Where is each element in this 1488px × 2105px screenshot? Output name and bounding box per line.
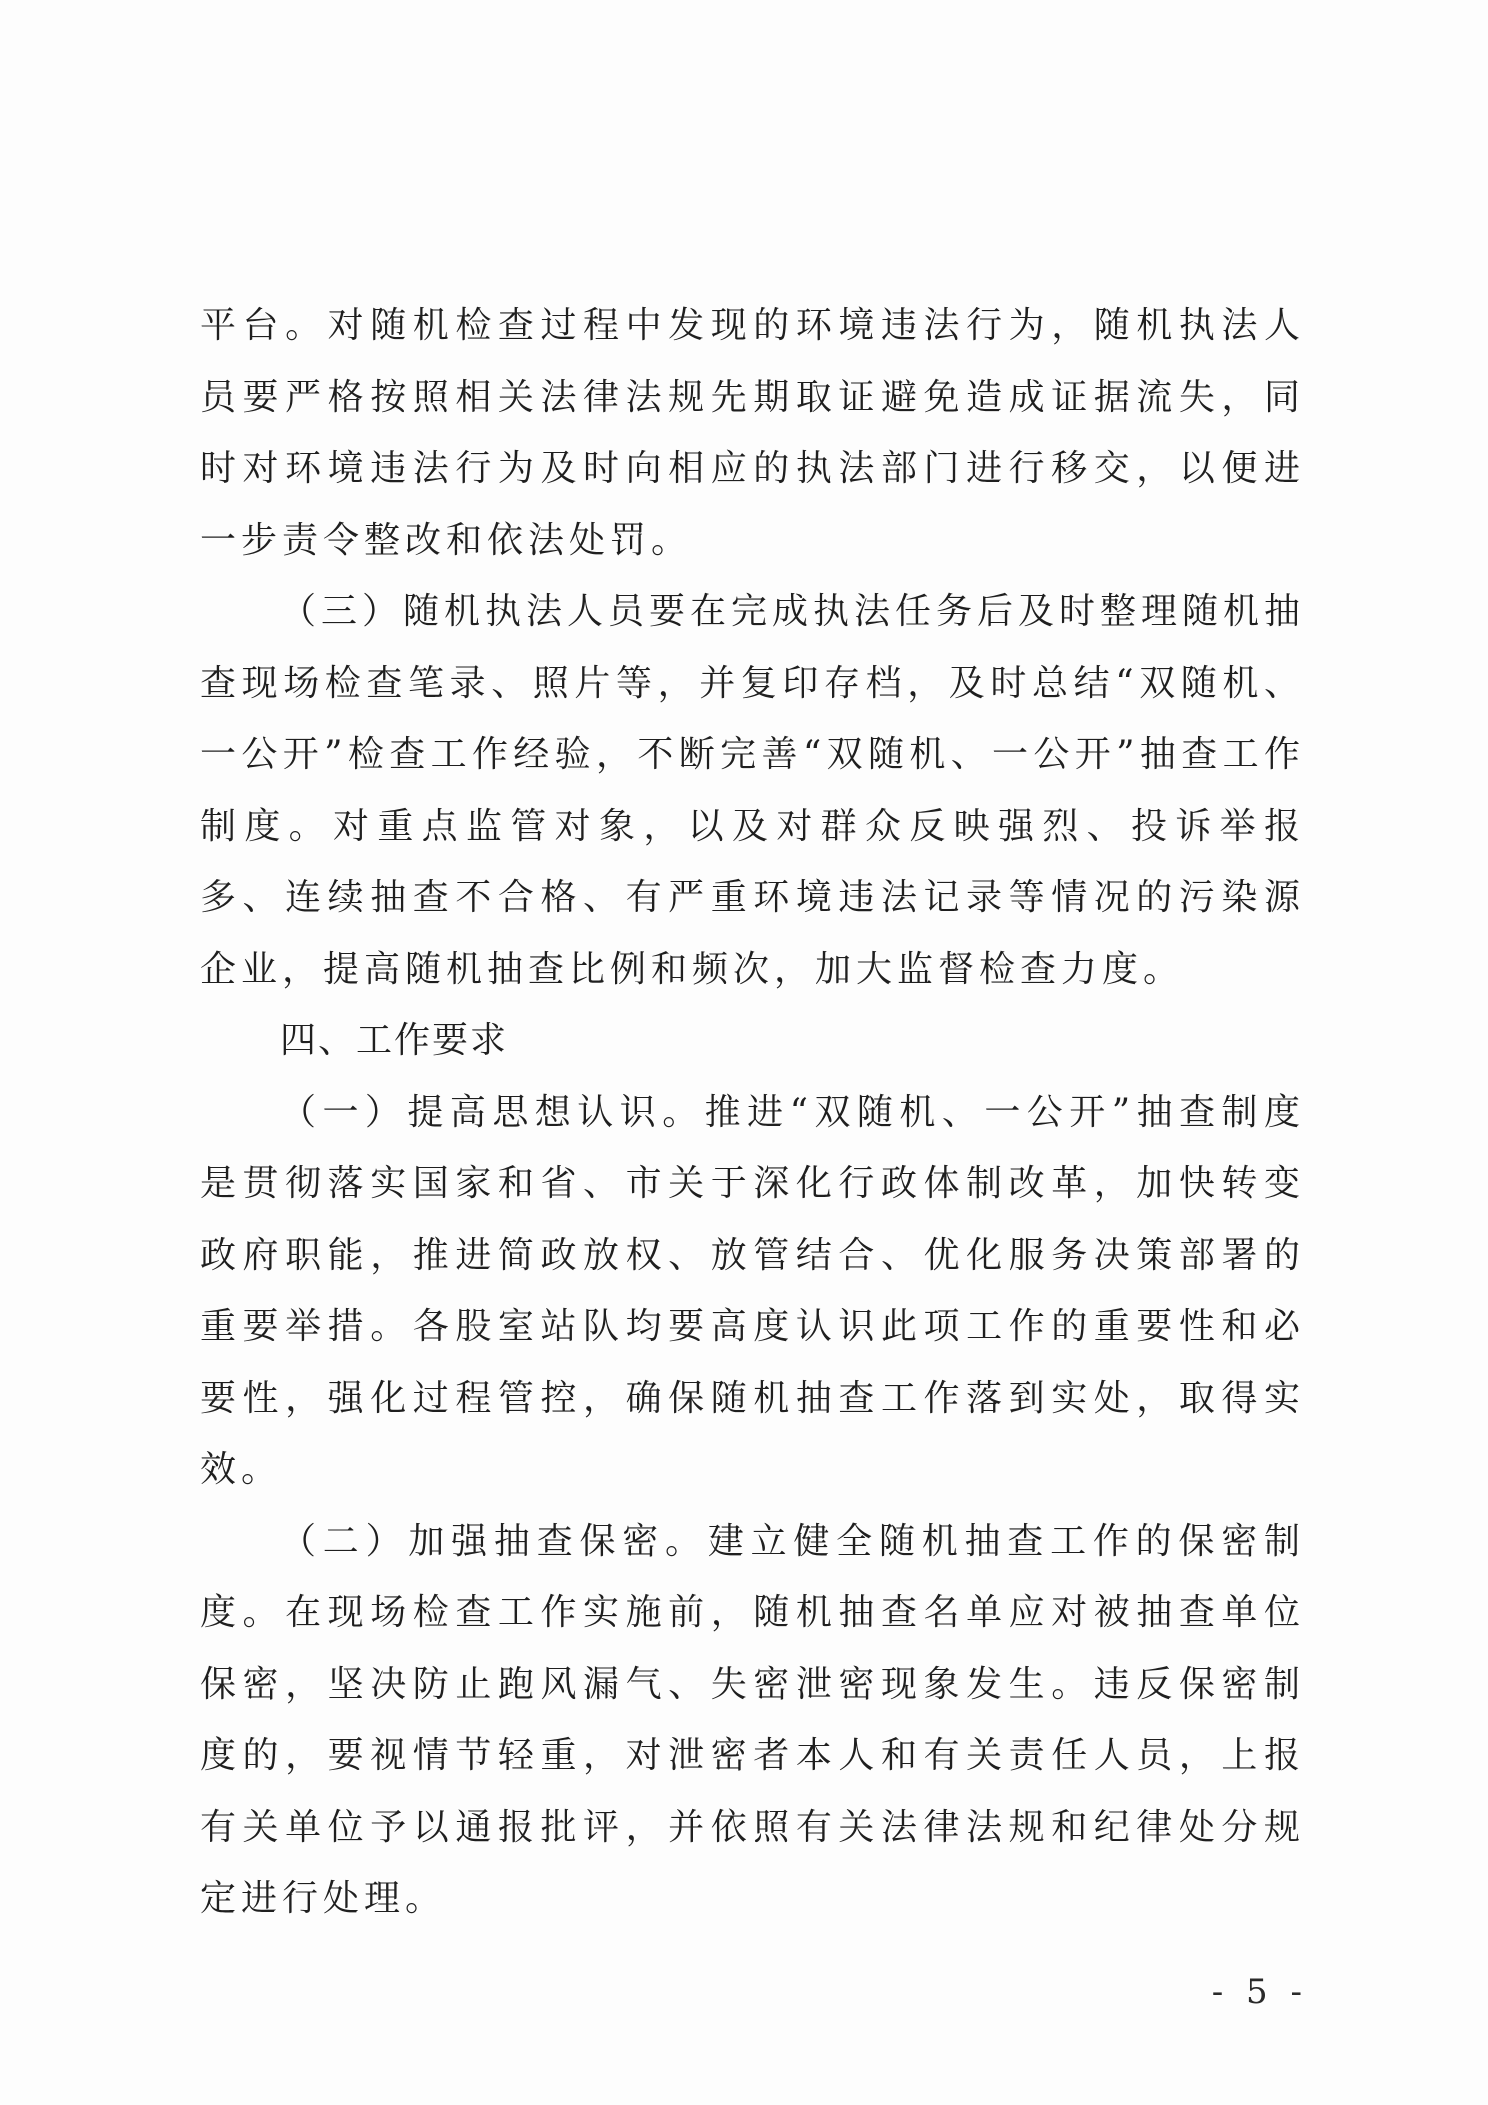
document-body xyxy=(200,290,1305,1935)
section-heading: 四、工作要求 xyxy=(280,1020,509,1061)
paragraph-requirement-1: （一）提高思想认识。推进“双随机、一公开”抽查制度是贯彻落实国家和省、市关于深化行政体制改革，加快转变政府职能，推进简政放权、放管结合、优化服务决策部署的重要举措。各股室站队均要高度认识此项工作的重要性和必要性，强化过程管控，确保随机抽查工作落到实处，取得实效。 xyxy=(200,1091,1305,1490)
paragraph-item-3: （三）随机执法人员要在完成执法任务后及时整理随机抽查现场检查笔录、照片等，并复印存档，及时总结“双随机、一公开”检查工作经验，不断完善“双随机、一公开”抽查工作制度。对重点监管对象，以及对群众反映强烈、投诉举报多、连续抽查不合格、有严重环境违法记录等情况的污染源企业，提高随机抽查比例和频次，加大监督检查力度。 xyxy=(200,591,1306,990)
paragraph-continuation: 平台。对随机检查过程中发现的环境违法行为，随机执法人员要严格按照相关法律法规先期取证避免造成证据流失，同时对环境违法行为及时向相应的执法部门进行移交，以便进一步责令整改和依法处罚。 xyxy=(200,305,1305,561)
page-number: - 5 - xyxy=(1211,1972,1308,2012)
paragraph-requirement-2: （二）加强抽查保密。建立健全随机抽查工作的保密制度。在现场检查工作实施前，随机抽查名单应对被抽查单位保密，坚决防止跑风漏气、失密泄密现象发生。违反保密制度的，要视情节轻重，对泄密者本人和有关责任人员，上报有关单位予以通报批评，并依照有关法律法规和纪律处分规定进行处理。 xyxy=(200,1520,1305,1919)
